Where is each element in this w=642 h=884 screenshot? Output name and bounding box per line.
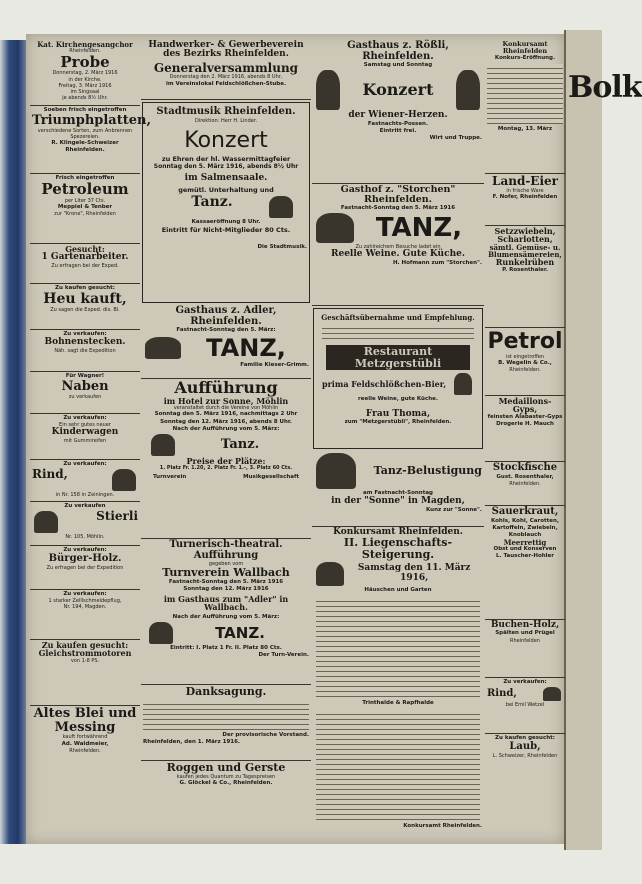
ad-title: Gasthof z. "Storchen" Rheinfelden. — [340, 184, 456, 205]
ad-line: der Wiener-Herzen. — [348, 110, 448, 121]
ad-headline: Stockfische — [492, 462, 558, 473]
ad-headline: Buchen-Holz, — [490, 620, 560, 630]
singer-icon — [456, 70, 480, 110]
ad-line: Sonntag den 5. März 1916, nachmittags 2 Uhr — [154, 411, 298, 418]
ad-line: Fastnacht-Sonntag den 5. März 1916 — [168, 578, 284, 585]
ad-line: 1. Platz Fr. 1.20, 2. Platz Fr. 1.-, 3. Platz 60 Cts. — [159, 465, 293, 472]
ad-headline: Altes Blei und Messing — [33, 706, 137, 735]
ad-line: Samstag den 11. März 1916, — [357, 563, 471, 583]
ad-place: Rheinfelden. — [65, 147, 105, 154]
ad-pre: Zu verkaufen: — [503, 679, 547, 685]
dancing-couple-icon — [151, 434, 175, 456]
ad-line: Freitag, 3. März 1916 — [58, 82, 112, 89]
cow-icon — [543, 687, 561, 701]
ad-line: in der "Sonne" in Magden, — [331, 496, 465, 507]
ad-kirchengesangchor — [30, 40, 140, 106]
ad-line: Fastnachts-Possen. — [367, 120, 429, 127]
ad-firm: L. Tauscher-Hohler — [496, 553, 554, 560]
ad-firm: Meppiel & Tenber — [57, 204, 113, 211]
ad-firm: Gust. Rosenthaler, — [496, 473, 554, 480]
ad-setzzwiebeln — [485, 226, 565, 328]
cow-icon — [112, 469, 136, 491]
ad-line: kauft fortwährend — [62, 734, 108, 741]
ad-firm: R. Klingele-Schweizer — [51, 140, 119, 147]
ad-signature: zum "Metzgerstübli", Rheinfelden. — [344, 419, 452, 426]
ad-pre: Zu verkaufen — [64, 503, 106, 509]
ad-signature: H. Hofmann zum "Storchen". — [392, 259, 482, 266]
ad-auffuehrung-moehlin — [141, 379, 311, 539]
ad-medaillons-gyps — [485, 396, 565, 462]
ad-place: Rheinfelden. — [69, 747, 101, 754]
ad-pre: Zu kaufen gesucht: — [41, 640, 129, 650]
ad-naben — [30, 372, 140, 414]
ad-headline: Generalversammlung — [153, 60, 299, 75]
ad-headline: Heu kauft, — [43, 291, 127, 308]
ad-title: Gasthaus z. Adler, Rheinfelden. — [175, 305, 277, 327]
ad-roessli — [312, 40, 484, 184]
ad-line: bei Emil Wetzel — [505, 702, 545, 709]
ad-line: Obst und Konserven — [493, 546, 557, 553]
listing-text-lines — [316, 710, 480, 820]
ad-headline: Konzert — [184, 127, 268, 153]
ad-pre: Zu verkaufen: — [63, 331, 107, 337]
ad-headline: Tanz. — [191, 193, 233, 210]
ad-headline: Bürger-Holz. — [48, 553, 122, 565]
ad-line: im Hotel zur Sonne, Möhlin — [163, 395, 289, 406]
ad-metzgerstuebli — [313, 308, 483, 449]
ad-bohnenstecken — [30, 330, 140, 372]
ad-headline: Tanz-Belustigung — [373, 464, 482, 478]
ad-signature: Frau Thoma, — [365, 408, 431, 419]
ad-line: gegeben vom — [208, 561, 244, 567]
ad-pre: Zu verkaufen: — [63, 547, 107, 553]
ad-headline: Turnerisch-theatral. Aufführung — [169, 539, 283, 561]
ad-signature: Wirt und Truppe. — [429, 134, 482, 141]
column-3 — [312, 40, 484, 860]
ad-headline: Turnverein Wallbach — [162, 566, 290, 580]
ad-line: Zu erfragen bei der Expedition — [46, 564, 124, 571]
ad-line: Ein sehr gutes neuer — [59, 422, 111, 429]
ad-headline: Roggen und Gerste — [166, 761, 286, 774]
ad-line: gemütl. Unterhaltung und — [178, 186, 274, 195]
ad-pre: Zu kaufen gesucht: — [55, 285, 115, 291]
ad-firm: F. Nofer, Rheinfelden — [492, 193, 558, 200]
ad-headline: 1 Gartenarbeiter. — [41, 252, 129, 263]
ad-line: von 1-8 PS. — [70, 657, 100, 664]
ad-liegenschafts-steigerung — [312, 527, 484, 860]
dancing-couple-icon — [269, 196, 293, 218]
ad-pre: Zu kaufen gesucht: — [495, 735, 555, 741]
ad-headline: Setzzwiebeln, Scharlotten, — [494, 226, 556, 245]
ad-line: sämtl. Gemüse- u. Blumensämereien, — [488, 242, 562, 260]
ad-line: Eintritt frei. — [379, 127, 417, 134]
ad-line: Näh. sagt die Expedition — [54, 347, 116, 354]
next-page-edge — [564, 30, 642, 850]
ad-line: Zu sagen die Exped. dis. Bl. — [50, 306, 120, 313]
ad-pre: Für Wagner! — [65, 373, 105, 379]
ad-firm: P. Rosenthaler. — [502, 266, 548, 273]
ad-line: ist eingetroffen — [505, 354, 545, 360]
body-text-lines — [322, 324, 474, 342]
ad-line: Nach der Aufführung vom 5. März: — [172, 425, 280, 432]
ad-headline: Land-Eier — [492, 174, 558, 188]
ad-line: Donnerstag, 2. März 1916 — [52, 70, 118, 77]
ad-place: Rheinfelden. — [509, 367, 541, 374]
ad-line: am Fastnacht-Sonntag — [363, 490, 433, 496]
ad-headline: Gleichstrommotoren — [38, 648, 132, 659]
column-1 — [30, 40, 151, 783]
ad-line: per Liter 37 Cts. — [64, 197, 106, 204]
ad-firm: Rheinfelden — [510, 637, 540, 644]
ad-place: zur "Krone", Rheinfelden — [54, 211, 116, 218]
ad-date: Rheinfelden, den 1. März 1916. — [143, 738, 241, 745]
ad-line: im Vereinslokal Feldschlößchen-Stube. — [165, 80, 287, 87]
ad-line: Nr. 105, Möhlin. — [65, 534, 105, 541]
ad-headline: Bohnenstecken. — [44, 337, 126, 348]
ad-line: veranstaltet durch die Vereine von Möhlin — [173, 405, 279, 412]
ad-headline: Danksagung. — [185, 685, 267, 698]
ad-line: Fastnacht-Sonntag den 5. März: — [176, 327, 276, 333]
ad-petrol — [485, 328, 565, 396]
ad-heu — [30, 284, 140, 330]
ad-line: in frische Ware — [506, 187, 544, 194]
ad-line: Nach der Aufführung vom 5. März: — [172, 613, 280, 620]
ad-line: Runkelrüben — [495, 257, 555, 268]
body-text-lines — [487, 64, 563, 124]
ad-headline: TANZ, — [375, 213, 463, 244]
ad-signature: Konkursamt Rheinfelden. — [403, 822, 482, 829]
ad-line: in der Kirche. — [68, 76, 102, 83]
ad-triumphplatten — [30, 106, 151, 174]
ad-line: Preise der Plätze: — [186, 455, 266, 466]
ad-title: Konkursamt Rheinfelden — [502, 40, 548, 55]
ad-pre: Gesucht: — [65, 244, 105, 254]
ad-gartenarbeiter — [30, 244, 140, 284]
ad-danksagung — [141, 685, 311, 761]
ad-line: Kohls, Kohl, Carotten, Kartoffeln, Zwiebeln, Knoblauch — [490, 517, 559, 538]
ad-buchenholz — [485, 620, 565, 678]
ad-line: Nr. 194, Magden. — [63, 604, 107, 611]
ad-headline: Konzert — [362, 79, 434, 99]
ad-firm: Ad. Waldmeier, — [61, 740, 109, 747]
ad-line: Meerrettig — [503, 537, 547, 547]
ad-line: Kassaeröffnung 8 Uhr. — [191, 218, 261, 225]
ad-line: Konkurs-Eröffnung. — [494, 54, 556, 61]
ad-place: Rheinfelden. — [509, 480, 541, 487]
ad-headline: Laub, — [509, 741, 541, 753]
ad-laub — [485, 734, 565, 777]
ad-tanzbelustigung — [312, 451, 484, 527]
ad-title: Kat. Kirchengesangchor — [37, 40, 133, 49]
ad-line: mit Gummireifen — [63, 437, 107, 444]
musician-icon — [316, 70, 340, 110]
ad-line: verschiedene Sorten, zum Anbrennen — [37, 127, 133, 134]
ad-headline: Stierli — [96, 509, 138, 524]
ad-sauerkraut — [485, 506, 565, 620]
ad-subtitle: Samstag und Sonntag — [363, 62, 433, 68]
bull-icon — [34, 511, 58, 533]
ad-firm: L. Schweizer, Rheinfelden — [492, 752, 558, 759]
ad-land-eier — [485, 174, 565, 226]
ad-firm: B. Wegelin & Co., — [498, 360, 552, 367]
ad-headline: Triumphplatten, — [32, 113, 151, 129]
ad-rind — [30, 460, 140, 502]
gymnast-icon — [149, 622, 173, 644]
ad-headline: Kinderwagen — [51, 427, 119, 438]
ad-signature: Kunz zur "Sonne". — [426, 506, 482, 513]
ad-line: 1 starker Zelllschmeidepflug, — [48, 598, 122, 605]
ad-line: Sonntag den 5. März 1916, abends 8½ Uhr — [153, 163, 299, 171]
ad-stadtmusik — [142, 102, 310, 303]
ad-signature: Musikgesellschaft — [243, 473, 299, 480]
dancers-icon — [145, 337, 181, 359]
ad-title: Handwerker- & Gewerbeverein — [148, 40, 304, 50]
beer-mug-icon — [454, 373, 472, 395]
ad-line: Restaurant Metzgerstübli — [326, 345, 470, 370]
ad-headline: TANZ. — [215, 624, 265, 642]
ad-headline: Naben — [61, 379, 109, 395]
ad-line: zu Ehren der hl. Wassermittagfeier — [161, 154, 291, 163]
ad-signature: Familie Kieser-Grimm. — [240, 362, 309, 369]
ad-line: in Nr. 158 in Zeiningen. — [55, 492, 115, 499]
ad-signature: Turnverein — [153, 473, 187, 480]
ad-signature: Der Turn-Verein. — [258, 652, 309, 659]
ad-headline: Aufführung — [174, 378, 278, 397]
ad-title: Gasthaus z. Rößli, Rheinfelden. — [347, 40, 449, 62]
ad-adler-rheinfelden — [141, 305, 311, 379]
book-binding — [0, 40, 26, 844]
ad-line: Reelle Weine. Gute Küche. — [331, 249, 465, 260]
ad-line: Spezereien. — [70, 134, 100, 141]
body-text-lines — [143, 700, 309, 730]
house-icon — [316, 562, 344, 586]
ad-gleichstrommotoren — [30, 640, 140, 706]
column-2 — [141, 40, 311, 802]
ad-line: Sonntag den 12. März 1916, abends 8 Uhr. — [160, 418, 292, 425]
ad-title: Geschäftsübernahme und Empfehlung. — [321, 313, 475, 322]
next-page-masthead-fragment: Bolk — [568, 70, 642, 105]
ad-headline: Rind, — [487, 687, 517, 699]
listing-text-lines — [316, 597, 480, 697]
ad-line: Montag, 13. März — [497, 125, 553, 132]
ad-turnverein-wallbach — [141, 539, 311, 685]
ad-konkursamt — [485, 40, 565, 174]
ad-title: Stadtmusik Rheinfelden. — [156, 106, 296, 117]
ad-headline: Rind, — [32, 467, 68, 482]
column-4 — [485, 40, 565, 777]
ad-line: prima Feldschlößchen-Bier, — [322, 379, 447, 390]
ad-headline: Petroleum — [41, 180, 129, 199]
ad-altes-blei — [30, 706, 140, 783]
ad-line: im Singsaal — [70, 89, 100, 96]
ad-headline: TANZ, — [206, 334, 286, 363]
ad-line: zu verkaufen — [68, 393, 102, 400]
ad-rind-col4 — [485, 678, 565, 734]
ad-line: im Gasthaus zum "Adler" in Wallbach. — [163, 594, 289, 613]
ad-headline: Probe — [60, 52, 110, 71]
ad-headline: Tanz. — [220, 437, 260, 453]
ad-place: Rheinfelden. — [69, 48, 101, 55]
ad-line: Eintritt: I. Platz 1 Fr. II. Platz 80 Cts. — [170, 645, 282, 651]
ad-signature: Der provisorische Vorstand. — [222, 731, 309, 738]
ad-line: je abends 8½ Uhr. — [62, 95, 108, 102]
ad-buergerholz — [30, 546, 140, 590]
ad-pre: Frisch eingetroffen — [55, 175, 115, 181]
ad-petroleum — [30, 174, 140, 244]
dancers-icon — [316, 213, 354, 243]
ad-handwerkerverein — [141, 40, 311, 100]
ad-pre: Zu verkaufen: — [63, 591, 107, 597]
ad-stockfische — [485, 462, 565, 506]
ad-pre: Zu verkaufen: — [63, 415, 107, 421]
ad-kinderwagen — [30, 414, 140, 460]
ad-roggen-gerste — [141, 761, 311, 802]
ad-subtitle: des Bezirks Rheinfelden. — [163, 49, 289, 60]
ad-storchen — [312, 184, 484, 306]
ad-line: Eintritt für Nicht-Mitglieder 80 Cts. — [161, 226, 291, 234]
ad-line: feinsten Alabaster-Gyps — [487, 413, 563, 420]
ad-pflug — [30, 590, 140, 640]
dancing-couple-icon — [316, 453, 356, 489]
ad-stierli — [30, 502, 140, 546]
ad-headline: II. Liegenschafts-Steigerung. — [343, 536, 453, 561]
ad-line: Trinthalde & Rapfhalde — [362, 699, 434, 706]
ad-firm: G. Glöckel & Co., Rheinfelden. — [179, 779, 273, 786]
ad-line: reelle Weine, gute Küche. — [358, 396, 438, 403]
ad-line: Direktion: Herr H. Linder. — [194, 117, 258, 124]
ad-line: Häuschen und Garten — [364, 586, 432, 593]
ad-line: kaufen jedes Quantum zu Tagespreisen — [176, 773, 276, 780]
ad-title: Konkursamt Rheinfelden. — [333, 527, 463, 537]
ad-line: Sonntag den 12. März 1916 — [183, 585, 269, 592]
ad-line: Fastnacht-Sonntag den 5. März 1916 — [340, 204, 456, 211]
ad-pre: Zu verkaufen: — [63, 461, 107, 467]
ad-headline: Petrol — [487, 329, 563, 354]
ad-firm: Drogerie H. Mauch — [496, 420, 554, 427]
ad-pre: Soeben frisch eingetroffen — [43, 107, 127, 113]
ad-line: Zu erfragen bei der Exped. — [51, 262, 119, 269]
ad-headline: Medaillons-Gyps, — [498, 396, 552, 415]
ad-signature: Die Stadtmusik. — [257, 244, 307, 251]
ad-line: Spälten und Prügel — [495, 630, 555, 637]
ad-headline: Sauerkraut, — [491, 506, 559, 517]
ad-line: Zu zahlreichem Besuche ladet ein — [355, 244, 441, 251]
ad-line: im Salmensaale. — [184, 172, 268, 183]
ad-line: Donnerstag den 2. März 1916, abends 8 Uhr, — [169, 74, 283, 81]
